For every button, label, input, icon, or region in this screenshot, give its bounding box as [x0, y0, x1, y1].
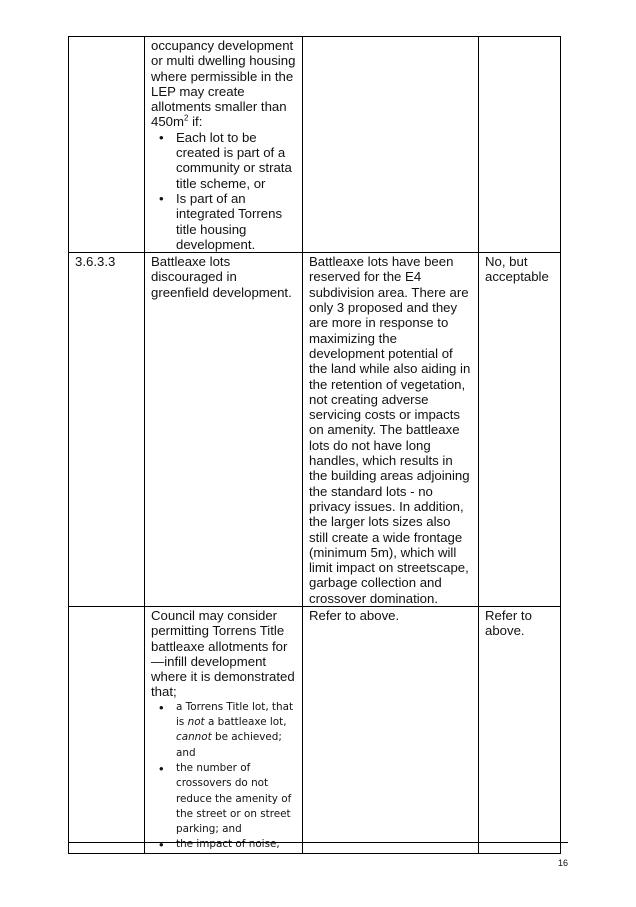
list-item: • the impact of noise,	[151, 837, 296, 852]
control-text: Council may consider permitting Torrens Title battleaxe allotments for —infill development where it is demonstrated that;	[151, 607, 295, 700]
table-row	[69, 253, 561, 607]
bullet-list	[151, 130, 296, 252]
control-cell	[145, 37, 303, 253]
comment-cell	[303, 37, 479, 253]
compliance-cell: No, but acceptable	[479, 253, 561, 607]
control-cell	[145, 606, 303, 853]
comment-cell: Refer to above.	[303, 606, 479, 853]
list-item: • a Torrens Title lot, that is not a battleaxe lot, cannot be achieved; and	[151, 700, 296, 761]
bullet-list	[151, 700, 296, 853]
area-value: 450m	[151, 114, 184, 130]
control-cell: Battleaxe lots discouraged in greenfield development.	[145, 253, 303, 607]
compliance-cell	[479, 37, 561, 253]
table-row	[69, 37, 561, 253]
emphasis-cannot: cannot	[176, 731, 212, 744]
footer-divider	[68, 842, 568, 843]
compliance-cell: Refer to above.	[479, 606, 561, 853]
list-item: • Is part of an integrated Torrens title housing development.	[151, 191, 296, 252]
compliance-table	[68, 36, 560, 854]
ref-cell	[69, 37, 145, 253]
table-row	[69, 606, 561, 853]
list-item: • the number of crossovers do not reduce the amenity of the street or on street parking; and	[151, 761, 296, 837]
control-text: occupancy development or multi dwelling housing where permissible in the LEP may create allotments smaller than	[151, 38, 296, 115]
area-suffix: if:	[188, 114, 203, 130]
list-item: • Each lot to be created is part of a community or strata title scheme, or	[151, 130, 296, 191]
emphasis-not: not	[187, 716, 205, 729]
ref-cell	[69, 606, 145, 853]
area-superscript: 2	[184, 114, 189, 124]
comment-cell: Battleaxe lots have been reserved for the E4 subdivision area. There are only 3 proposed and they are more in response to maximizing the development potential of the land while also aiding in the retention of vegetation, not creating adverse servicing costs or impacts on amenity. The battleaxe lots do not have long handles, which results in the building areas adjoining the standard lots - no privacy issues. In addition, the larger lots sizes also still create a wide frontage (minimum 5m), which will limit impact on streetscape, garbage collection and crossover domination.	[303, 253, 479, 607]
page-number: 16	[557, 858, 568, 868]
ref-cell: 3.6.3.3	[69, 253, 145, 607]
